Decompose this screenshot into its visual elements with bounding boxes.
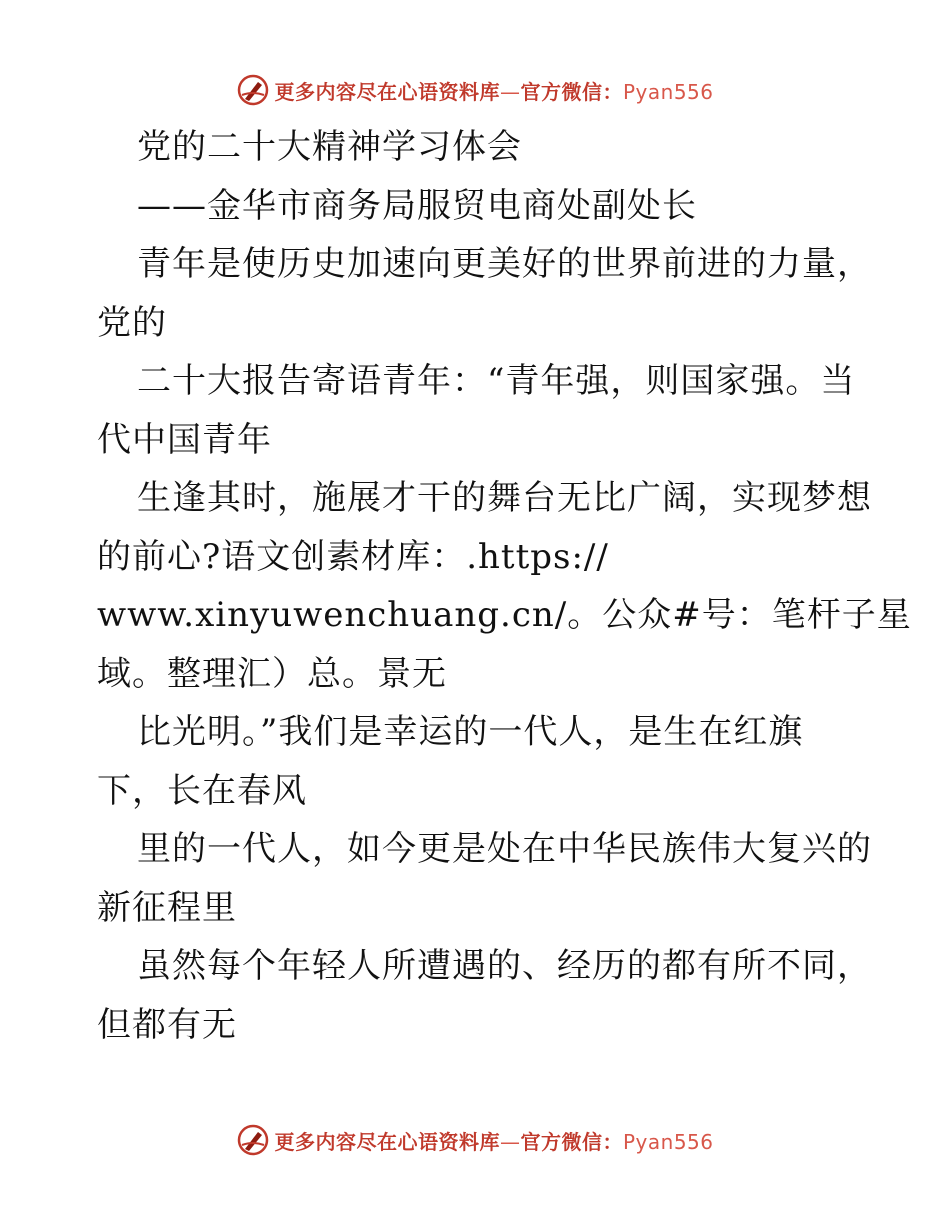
banner-main: 更多内容尽在心语资料库 (274, 1129, 500, 1154)
doc-line: 二十大报告寄语青年：“青年强，则国家强。当 (137, 361, 856, 401)
footer-banner (0, 1120, 950, 1160)
doc-line: 但都有无 (97, 1004, 237, 1045)
banner-text (274, 1126, 713, 1155)
banner-main: 更多内容尽在心语资料库 (274, 79, 500, 104)
doc-line: www.xinyuwenchuang.cn/。公众#号：笔杆子星 (97, 595, 912, 635)
document-body (97, 118, 912, 1054)
banner-sub: 官方微信： (520, 1129, 623, 1154)
doc-line: 里的一代人，如今更是处在中华民族伟大复兴的 (137, 829, 872, 869)
banner-text (274, 76, 713, 105)
doc-line: 青年是使历史加速向更美好的世界前进的力量， (137, 244, 872, 284)
banner-separator: — (499, 79, 521, 104)
doc-line: 新征程里 (97, 887, 237, 928)
doc-line: 生逢其时，施展才干的舞台无比广阔，实现梦想 (137, 478, 872, 518)
doc-line: 的前心?语文创素材库：.https:// (97, 536, 609, 577)
quill-logo-icon (236, 73, 270, 107)
doc-line: 代中国青年 (97, 419, 272, 460)
doc-subtitle: ——金华市商务局服贸电商处副处长 (137, 185, 697, 226)
banner-account: Pyan556 (622, 79, 714, 104)
doc-line: 域。整理汇）总。景无 (97, 653, 447, 694)
banner-sub: 官方微信： (520, 79, 623, 104)
doc-line: 下，长在春风 (97, 770, 307, 811)
banner-separator: — (499, 1129, 521, 1154)
header-banner (0, 70, 950, 110)
quill-logo-icon (236, 1123, 270, 1157)
doc-line: 党的 (97, 302, 167, 343)
banner-account: Pyan556 (622, 1129, 714, 1154)
doc-line: 比光明。”我们是幸运的一代人，是生在红旗 (137, 712, 804, 752)
doc-title: 党的二十大精神学习体会 (137, 127, 522, 167)
doc-line: 虽然每个年轻人所遭遇的、经历的都有所不同， (137, 946, 872, 986)
